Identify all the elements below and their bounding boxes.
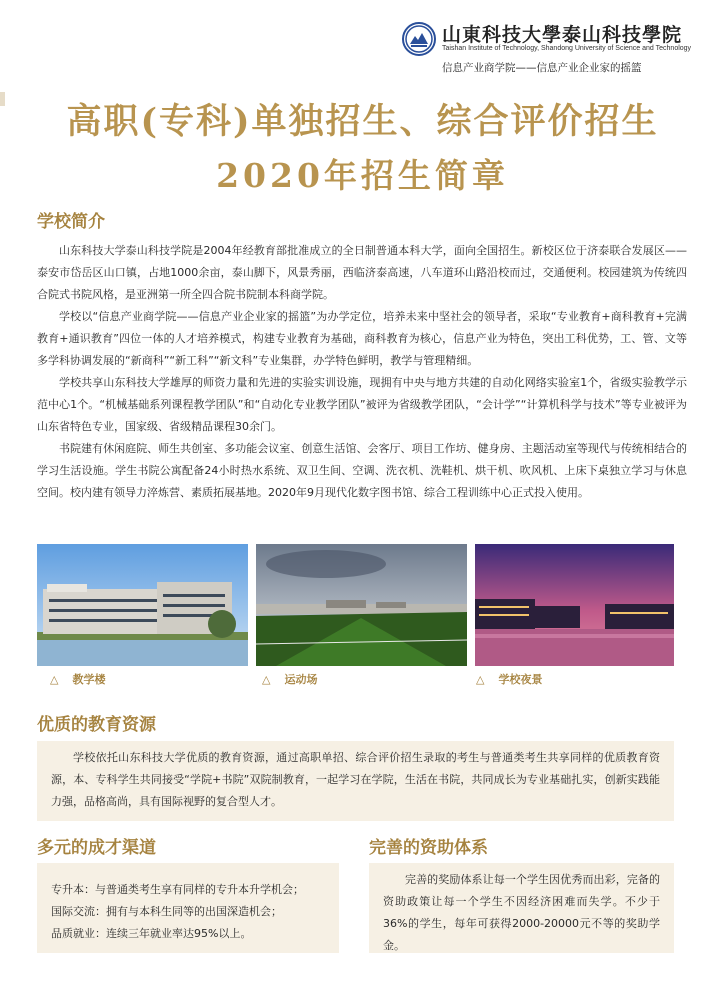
- caption-text: 运动场: [284, 673, 318, 686]
- main-subtitle: 2020年招生简章: [216, 156, 509, 195]
- career-item: 品质就业：连续三年就业率达95%以上。: [51, 927, 252, 940]
- intro-paragraph: 学校共享山东科技大学雄厚的师资力量和先进的实验实训设施，现拥有中央与地方共建的自动化网络实验室1个，省级实验教学示范中心1个。“机械基础系列课程教学团队”和“自动化专业教学团队”被评为省级教学团队，“会计学”“计算机科学与技术”等专业被评为山东省特色专业，国家级、省级精品课程30余门。: [37, 376, 687, 433]
- school-logo-icon: [402, 22, 436, 56]
- resources-heading: 优质的教育资源: [37, 715, 156, 735]
- school-name-cn: 山東科技大學泰山科技學院: [442, 24, 683, 46]
- caption-text: 学校夜景: [498, 673, 543, 686]
- school-name-en: Taishan Institute of Technology, Shandong University of Science and Technology: [442, 45, 692, 52]
- intro-paragraph: 学校以“信息产业商学院——信息产业企业家的摇篮”为办学定位，培养未来中坚社会的领导者，采取“专业教育+商科教育+完满教育+通识教育”四位一体的人才培养模式，构建专业教育为基础，商科教育为核心，信息产业为特色，突出工科优势，工、管、文等多学科协调发展的“新商科”“新工科”“新文科”专业集群，办学特色鲜明，教学与管理精细。: [37, 310, 687, 367]
- aid-box: [369, 863, 674, 953]
- aid-heading: 完善的资助体系: [369, 838, 488, 858]
- photo-campus-night: [475, 544, 674, 666]
- main-title: 高职(专科)单独招生、综合评价招生: [66, 101, 659, 142]
- resources-text: 学校依托山东科技大学优质的教育资源，通过高职单招、综合评价招生录取的考生与普通类考生共享同样的优质教育资源，本、专科学生共同接受“学院+书院”双院制教育，一起学习在学院，生活在书院，共同成长为专业基础扎实，创新实践能力强，品格高尚，具有国际视野的复合型人才。: [51, 751, 660, 808]
- intro-paragraph: 书院建有休闲庭院、师生共创室、多功能会议室、创意生活馆、会客厅、项目工作坊、健身房、主题活动室等现代与传统相结合的学习生活设施。学生书院公寓配备24小时热水系统、双卫生间、空调、洗衣机、洗鞋机、烘干机、吹风机、上床下桌独立学习与休息空间。校内建有领导力淬炼营、素质拓展基地。2020年9月现代化数字图书馆、综合工程训练中心正式投入使用。: [37, 442, 687, 499]
- photo-caption-night: [476, 671, 542, 687]
- photo-caption-teaching: [50, 671, 105, 687]
- career-box: [37, 863, 339, 953]
- photo-caption-field: [262, 671, 317, 687]
- triangle-icon: △: [262, 673, 271, 686]
- triangle-icon: △: [476, 673, 485, 686]
- career-item: 国际交流：拥有与本科生同等的出国深造机会；: [51, 905, 282, 918]
- school-slogan: 信息产业商学院——信息产业企业家的摇篮: [442, 62, 642, 74]
- photo-sports-field: [256, 544, 467, 666]
- career-item: 专升本：与普通类考生享有同样的专升本升学机会；: [51, 883, 304, 896]
- career-heading: 多元的成才渠道: [37, 838, 156, 858]
- photo-teaching-building: [37, 544, 248, 666]
- resources-box: [37, 741, 674, 821]
- triangle-icon: △: [50, 673, 59, 686]
- intro-heading: 学校简介: [37, 212, 105, 232]
- intro-body: [37, 240, 687, 504]
- caption-text: 教学楼: [72, 673, 106, 686]
- aid-text: 完善的奖励体系让每一个学生因优秀而出彩，完备的资助政策让每一个学生不因经济困难而失学。不少于36%的学生，每年可获得2000-20000元不等的奖助学金。: [383, 873, 660, 952]
- intro-paragraph: 山东科技大学泰山科技学院是2004年经教育部批准成立的全日制普通本科大学，面向全国招生。新校区位于济泰联合发展区——泰安市岱岳区山口镇，占地1000余亩，泰山脚下，风景秀丽，西临济泰高速，八车道环山路沿校而过，交通便利。校园建筑为传统四合院式书院风格，是亚洲第一所全四合院书院制本科商学院。: [37, 244, 687, 301]
